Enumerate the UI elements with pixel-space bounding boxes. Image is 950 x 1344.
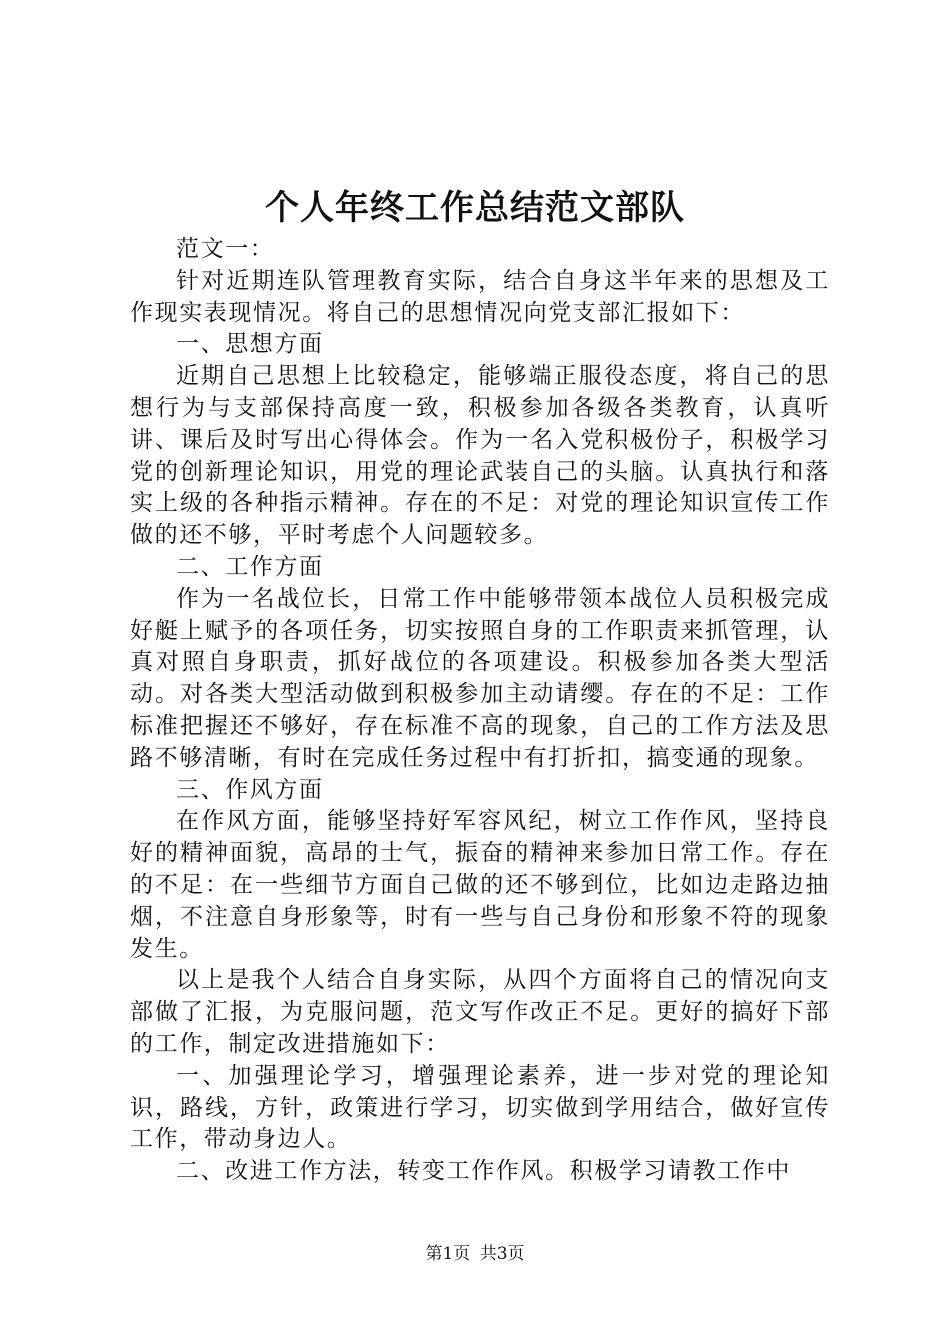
document-body [130, 234, 830, 1188]
page-total: 共3页 [479, 1244, 525, 1264]
page-number: 第1页 [425, 1244, 471, 1264]
page-footer [0, 1240, 950, 1268]
paragraph: 二、改进工作方法，转变工作作风。积极学习请教工作中 [176, 1158, 791, 1185]
paragraph: 针对近期连队管理教育实际，结合自身这半年来的思想及工作现实表现情况。将自己的思想情况向党支部汇报如下： [130, 267, 830, 326]
paragraph: 以上是我个人结合自身实际，从四个方面将自己的情况向支部做了汇报，为克服问题，范文写作改正不足。更好的搞好下部的工作，制定改进措施如下： [130, 967, 830, 1057]
paragraph: 作为一名战位长，日常工作中能够带领本战位人员积极完成好艇上赋予的各项任务，切实按照自身的工作职责来抓管理，认真对照自身职责，抓好战位的各项建设。积极参加各类大型活动。对各类大型活动做到积极参加主动请缨。存在的不足：工作标准把握还不够好，存在标准不高的现象，自己的工作方法及思路不够清晰，有时在完成任务过程中有打折扣，搞变通的现象。 [130, 585, 830, 771]
section-heading: 三、作风方面 [176, 776, 324, 803]
section-heading: 二、工作方面 [176, 553, 324, 580]
section-heading: 一、思想方面 [176, 331, 324, 358]
paragraph: 一、加强理论学习，增强理论素养，进一步对党的理论知识，路线，方针，政策进行学习，切实做到学用结合，做好宣传工作，带动身边人。 [130, 1062, 830, 1153]
paragraph: 范文一： [176, 236, 275, 262]
paragraph: 在作风方面，能够坚持好军容风纪，树立工作作风，坚持良好的精神面貌，高昂的士气，振奋的精神来参加日常工作。存在的不足：在一些细节方面自己做的还不够到位，比如边走路边抽烟，不注意自身形象等，时有一些与自己身份和形象不符的现象发生。 [130, 808, 830, 962]
paragraph: 近期自己思想上比较稳定，能够端正服役态度，将自己的思想行为与支部保持高度一致，积极参加各级各类教育，认真听讲、课后及时写出心得体会。作为一名入党积极份子，积极学习党的创新理论知识，用党的理论武装自己的头脑。认真执行和落实上级的各种指示精神。存在的不足：对党的理论知识宣传工作做的还不够，平时考虑个人问题较多。 [130, 363, 830, 549]
document-title: 个人年终工作总结范文部队 [265, 188, 685, 228]
